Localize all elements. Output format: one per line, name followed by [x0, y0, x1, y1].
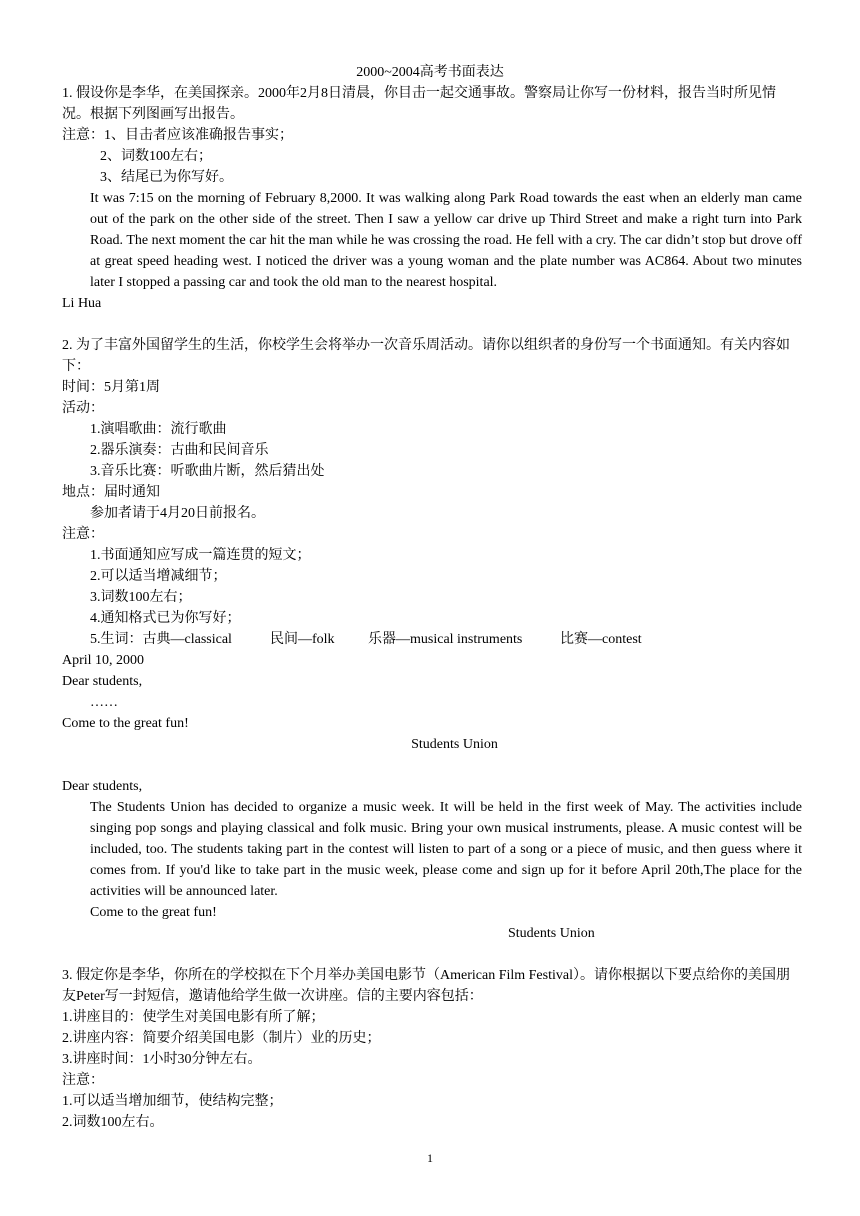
- q2-time: 时间：5月第1周: [62, 380, 160, 395]
- q2-answer-greeting: Dear students,: [62, 779, 143, 794]
- q2-note-item: 4.通知格式已为你写好；: [90, 611, 241, 626]
- q2-place: 地点：届时通知: [62, 485, 160, 500]
- spacer: [62, 944, 802, 965]
- q2-answer-closing: Come to the great fun!: [90, 905, 217, 920]
- q2-note-item: 1.书面通知应写成一篇连贯的短文；: [90, 548, 311, 563]
- q2-activity-item: 1.演唱歌曲：流行歌曲: [90, 422, 227, 437]
- q2-note-item: 3.词数100左右；: [90, 590, 192, 605]
- q2-notes-label: 注意：: [62, 527, 104, 542]
- q1-note-2: 2、词数100左右；: [100, 149, 212, 164]
- q3-point-item: 2.讲座内容：简要介绍美国电影（制片）业的历史；: [62, 1031, 381, 1046]
- q2-template-closing: Come to the great fun!: [62, 716, 189, 731]
- q1-note-3: 3、结尾已为你写好。: [100, 170, 233, 185]
- q2-answer-sign: Students Union: [508, 926, 595, 941]
- page-number: 1: [427, 1151, 433, 1165]
- spacer: [62, 755, 802, 776]
- q1-essay: It was 7:15 on the morning of February 8,2000. It was walking along Park Road towards the east when an elderly man came out of the park on the other side of the street. Then I saw a yellow car drive up Third Street and make a right turn into Park Road. The next moment the car hit the man while he was crossing the road. He fell with a cry. The car didn’t stop but drove off at great speed heading west. I noticed the driver was a young woman and the plate number was AC864. About two minutes later I stopped a passing car and took the old man to the nearest hospital.: [90, 191, 802, 290]
- q3-point-item: 1.讲座目的：使学生对美国电影有所了解；: [62, 1010, 325, 1025]
- q1-prompt: 1. 假设你是李华，在美国探亲。2000年2月8日清晨，你目击一起交通事故。警察局让你写一份材料，报告当时所见情况。根据下列图画写出报告。: [62, 86, 776, 122]
- q2-answer-body: The Students Union has decided to organize a music week. It will be held in the first week of May. The activities include singing pop songs and playing classical and folk music. Bring your own musical instruments, please. A music contest will be included, too. The students taking part in the contest will listen to part of a song or a piece of music, and then guess where it comes from. If you'd like to take part in the music week, please come and sign up for it before April 20th,The place for the activities will be announced later.: [90, 800, 802, 899]
- q3-prompt: 3. 假定你是李华，你所在的学校拟在下个月举办美国电影节（American Film Festival）。请你根据以下要点给你的美国朋友Peter写一封短信，邀请他给学生做一次讲座。信的主要内容包括：: [62, 968, 790, 1004]
- q2-template-sign: Students Union: [411, 737, 498, 752]
- document-title: 2000~2004高考书面表达: [356, 65, 504, 80]
- document-body: [62, 83, 802, 1133]
- q2-activity-item: 3.音乐比赛：听歌曲片断，然后猜出处: [90, 464, 325, 479]
- q3-notes-label: 注意：: [62, 1073, 104, 1088]
- q1-note-1: 注意：1、目击者应该准确报告事实；: [62, 128, 293, 143]
- q2-template-date: April 10, 2000: [62, 653, 145, 668]
- q2-template-ellipsis: ……: [90, 695, 118, 710]
- q2-template-greeting: Dear students,: [62, 674, 143, 689]
- vocab-classical: 5.生词：古典—classical: [90, 632, 232, 647]
- q2-signup: 参加者请于4月20日前报名。: [90, 506, 265, 521]
- vocab-contest: 比赛—contest: [560, 632, 642, 647]
- q3-note-item: 1.可以适当增加细节，使结构完整；: [62, 1094, 283, 1109]
- q3-point-item: 3.讲座时间：1小时30分钟左右。: [62, 1052, 262, 1067]
- q2-vocab-line: [62, 629, 802, 650]
- q1-signature: Li Hua: [62, 296, 102, 311]
- q3-note-item: 2.词数100左右。: [62, 1115, 164, 1130]
- q2-activities-label: 活动：: [62, 401, 104, 416]
- q2-activity-item: 2.器乐演奏：古曲和民间音乐: [90, 443, 269, 458]
- vocab-instruments: 乐器—musical instruments: [368, 632, 523, 647]
- q2-note-item: 2.可以适当增减细节；: [90, 569, 227, 584]
- spacer: [62, 314, 802, 335]
- vocab-folk: 民间—folk: [270, 632, 335, 647]
- q2-prompt: 2. 为了丰富外国留学生的生活，你校学生会将举办一次音乐周活动。请你以组织者的身份写一个书面通知。有关内容如下：: [62, 338, 790, 374]
